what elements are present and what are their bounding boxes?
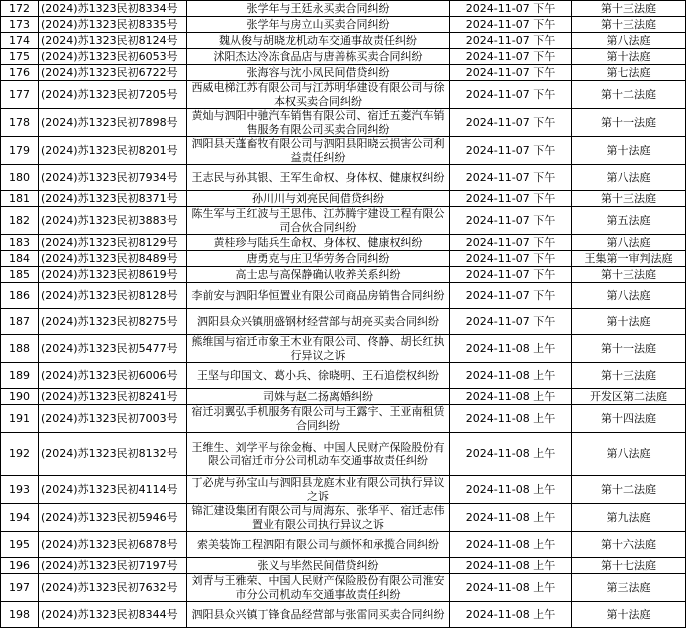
- case-number: (2024)苏1323民初8371号: [39, 191, 187, 207]
- table-row: [1, 363, 686, 389]
- table-row: [1, 309, 686, 335]
- case-cause: 刘青与王雅荣、中国人民财产保险股份有限公司淮安市分公司机动车交通事故责任纠纷: [187, 574, 450, 602]
- courtroom: 第十三法庭: [572, 363, 686, 389]
- case-cause: 唐勇克与庄卫华劳务合同纠纷: [187, 251, 450, 267]
- row-number: 178: [1, 109, 39, 137]
- case-number: (2024)苏1323民初7197号: [39, 558, 187, 574]
- courtroom: 第十二法庭: [572, 81, 686, 109]
- row-number: 190: [1, 389, 39, 405]
- table-row: [1, 207, 686, 235]
- case-number: (2024)苏1323民初8241号: [39, 389, 187, 405]
- row-number: 198: [1, 602, 39, 628]
- case-number: (2024)苏1323民初8344号: [39, 602, 187, 628]
- case-number: (2024)苏1323民初6722号: [39, 65, 187, 81]
- hearing-time: 2024-11-07 下午: [450, 309, 572, 335]
- row-number: 174: [1, 33, 39, 49]
- row-number: 177: [1, 81, 39, 109]
- case-number: (2024)苏1323民初8132号: [39, 433, 187, 476]
- hearing-time: 2024-11-08 上午: [450, 363, 572, 389]
- hearing-time: 2024-11-07 下午: [450, 49, 572, 65]
- hearing-time: 2024-11-07 下午: [450, 17, 572, 33]
- case-number: (2024)苏1323民初8489号: [39, 251, 187, 267]
- hearing-time: 2024-11-08 上午: [450, 476, 572, 504]
- case-cause: 李前安与泗阳华恒置业有限公司商品房销售合同纠纷: [187, 283, 450, 309]
- case-number: (2024)苏1323民初6878号: [39, 532, 187, 558]
- row-number: 185: [1, 267, 39, 283]
- hearing-time: 2024-11-07 下午: [450, 207, 572, 235]
- case-number: (2024)苏1323民初8335号: [39, 17, 187, 33]
- case-cause: 黄桂珍与陆兵生命权、身体权、健康权纠纷: [187, 235, 450, 251]
- case-number: (2024)苏1323民初5946号: [39, 504, 187, 532]
- hearing-time: 2024-11-07 下午: [450, 251, 572, 267]
- courtroom: 第八法庭: [572, 235, 686, 251]
- hearing-time: 2024-11-08 上午: [450, 405, 572, 433]
- row-number: 172: [1, 1, 39, 17]
- case-cause: 张学年与房立山买卖合同纠纷: [187, 17, 450, 33]
- case-number: (2024)苏1323民初8619号: [39, 267, 187, 283]
- table-row: [1, 17, 686, 33]
- hearing-time: 2024-11-07 下午: [450, 165, 572, 191]
- courtroom: 开发区第二法庭: [572, 389, 686, 405]
- hearing-time: 2024-11-08 上午: [450, 602, 572, 628]
- case-number: (2024)苏1323民初3883号: [39, 207, 187, 235]
- case-cause: 张学年与王廷永买卖合同纠纷: [187, 1, 450, 17]
- table-row: [1, 335, 686, 363]
- case-number: (2024)苏1323民初7003号: [39, 405, 187, 433]
- case-number: (2024)苏1323民初7934号: [39, 165, 187, 191]
- courtroom: 第八法庭: [572, 33, 686, 49]
- courtroom: 第五法庭: [572, 207, 686, 235]
- case-cause: 西威电梯江苏有限公司与江苏明华建设有限公司与徐本权买卖合同纠纷: [187, 81, 450, 109]
- hearing-time: 2024-11-07 下午: [450, 283, 572, 309]
- row-number: 181: [1, 191, 39, 207]
- table-row: [1, 504, 686, 532]
- row-number: 196: [1, 558, 39, 574]
- row-number: 193: [1, 476, 39, 504]
- case-cause: 王志民与孙其银、王军生命权、身体权、健康权纠纷: [187, 165, 450, 191]
- case-cause: 沭阳杰达冷冻食品店与唐善栋买卖合同纠纷: [187, 49, 450, 65]
- table-row: [1, 191, 686, 207]
- row-number: 182: [1, 207, 39, 235]
- table-row: [1, 267, 686, 283]
- case-cause: 高士忠与高保静确认收养关系纠纷: [187, 267, 450, 283]
- table-body: [1, 1, 686, 628]
- table-row: [1, 283, 686, 309]
- hearing-time: 2024-11-08 上午: [450, 532, 572, 558]
- courtroom: 第八法庭: [572, 283, 686, 309]
- case-number: (2024)苏1323民初7898号: [39, 109, 187, 137]
- courtroom: 第十六法庭: [572, 532, 686, 558]
- row-number: 184: [1, 251, 39, 267]
- courtroom: 第十三法庭: [572, 1, 686, 17]
- case-cause: 孙川川与刘亮民间借贷纠纷: [187, 191, 450, 207]
- courtroom: 第八法庭: [572, 433, 686, 476]
- case-number: (2024)苏1323民初8124号: [39, 33, 187, 49]
- row-number: 189: [1, 363, 39, 389]
- table-row: [1, 137, 686, 165]
- case-cause: 黄灿与泗阳中驰汽车销售有限公司、宿迁五菱汽车销售服务有限公司买卖合同纠纷: [187, 109, 450, 137]
- case-cause: 泗阳县众兴镇丁锋食品经营部与张雷同买卖合同纠纷: [187, 602, 450, 628]
- row-number: 188: [1, 335, 39, 363]
- hearing-time: 2024-11-07 下午: [450, 267, 572, 283]
- hearing-time: 2024-11-07 下午: [450, 191, 572, 207]
- hearing-time: 2024-11-07 下午: [450, 65, 572, 81]
- courtroom: 第十法庭: [572, 137, 686, 165]
- case-number: (2024)苏1323民初6053号: [39, 49, 187, 65]
- table-row: [1, 49, 686, 65]
- row-number: 192: [1, 433, 39, 476]
- table-row: [1, 33, 686, 49]
- case-cause: 宿迁羽翼弘手机服务有限公司与王露宇、王亚南租赁合同纠纷: [187, 405, 450, 433]
- case-number: (2024)苏1323民初8334号: [39, 1, 187, 17]
- row-number: 194: [1, 504, 39, 532]
- case-cause: 王维生、刘学平与徐金梅、中国人民财产保险股份有限公司宿迁市分公司机动车交通事故责任纠纷: [187, 433, 450, 476]
- courtroom: 第八法庭: [572, 165, 686, 191]
- case-cause: 陈生军与王红波与王思伟、江苏腾宇建设工程有限公司合伙合同纠纷: [187, 207, 450, 235]
- hearing-time: 2024-11-08 上午: [450, 433, 572, 476]
- case-cause: 丁必虎与孙宝山与泗阳县龙庭木业有限公司执行异议之诉: [187, 476, 450, 504]
- row-number: 173: [1, 17, 39, 33]
- courtroom: 第十二法庭: [572, 476, 686, 504]
- table-row: [1, 65, 686, 81]
- table-row: [1, 405, 686, 433]
- courtroom: 第十法庭: [572, 602, 686, 628]
- row-number: 195: [1, 532, 39, 558]
- case-cause: 王坚与印国文、葛小兵、徐晓明、王石追偿权纠纷: [187, 363, 450, 389]
- case-number: (2024)苏1323民初7205号: [39, 81, 187, 109]
- courtroom: 第九法庭: [572, 504, 686, 532]
- table-row: [1, 574, 686, 602]
- row-number: 179: [1, 137, 39, 165]
- row-number: 183: [1, 235, 39, 251]
- case-number: (2024)苏1323民初8275号: [39, 309, 187, 335]
- row-number: 180: [1, 165, 39, 191]
- hearing-time: 2024-11-08 上午: [450, 389, 572, 405]
- row-number: 187: [1, 309, 39, 335]
- case-number: (2024)苏1323民初7632号: [39, 574, 187, 602]
- courtroom: 第十法庭: [572, 309, 686, 335]
- case-number: (2024)苏1323民初8129号: [39, 235, 187, 251]
- table-row: [1, 433, 686, 476]
- table-row: [1, 1, 686, 17]
- hearing-time: 2024-11-07 下午: [450, 81, 572, 109]
- hearing-time: 2024-11-08 上午: [450, 504, 572, 532]
- case-cause: 熊维国与宿迁市象王木业有限公司、佟静、胡长红执行异议之诉: [187, 335, 450, 363]
- row-number: 197: [1, 574, 39, 602]
- table-row: [1, 235, 686, 251]
- case-number: (2024)苏1323民初6006号: [39, 363, 187, 389]
- table-row: [1, 389, 686, 405]
- hearing-time: 2024-11-08 上午: [450, 335, 572, 363]
- case-number: (2024)苏1323民初8128号: [39, 283, 187, 309]
- case-number: (2024)苏1323民初5477号: [39, 335, 187, 363]
- table-row: [1, 165, 686, 191]
- table-row: [1, 109, 686, 137]
- table-row: [1, 81, 686, 109]
- hearing-time: 2024-11-08 上午: [450, 574, 572, 602]
- table-row: [1, 532, 686, 558]
- table-row: [1, 476, 686, 504]
- courtroom: 第十三法庭: [572, 191, 686, 207]
- case-cause: 司姝与赵二扬离婚纠纷: [187, 389, 450, 405]
- courtroom: 王集第一审判法庭: [572, 251, 686, 267]
- table-row: [1, 558, 686, 574]
- hearing-time: 2024-11-07 下午: [450, 1, 572, 17]
- row-number: 175: [1, 49, 39, 65]
- courtroom: 第十三法庭: [572, 267, 686, 283]
- table-row: [1, 251, 686, 267]
- hearing-time: 2024-11-07 下午: [450, 235, 572, 251]
- hearing-time: 2024-11-07 下午: [450, 137, 572, 165]
- courtroom: 第十法庭: [572, 49, 686, 65]
- case-number: (2024)苏1323民初4114号: [39, 476, 187, 504]
- courtroom: 第十一法庭: [572, 335, 686, 363]
- hearing-time: 2024-11-08 上午: [450, 558, 572, 574]
- table-row: [1, 602, 686, 628]
- courtroom: 第七法庭: [572, 65, 686, 81]
- courtroom: 第十三法庭: [572, 17, 686, 33]
- row-number: 176: [1, 65, 39, 81]
- hearing-time: 2024-11-07 下午: [450, 33, 572, 49]
- case-cause: 索美装饰工程泗阳有限公司与颜怀和承揽合同纠纷: [187, 532, 450, 558]
- courtroom: 第十七法庭: [572, 558, 686, 574]
- courtroom: 第十一法庭: [572, 109, 686, 137]
- case-cause: 泗阳县天蓬畜牧有限公司与泗阳县阳晓云损害公司利益责任纠纷: [187, 137, 450, 165]
- case-cause: 张义与毕然民间借贷纠纷: [187, 558, 450, 574]
- row-number: 186: [1, 283, 39, 309]
- case-cause: 张海容与沈小凤民间借贷纠纷: [187, 65, 450, 81]
- case-cause: 锦汇建设集团有限公司与周海东、张华平、宿迁志伟置业有限公司执行异议之诉: [187, 504, 450, 532]
- row-number: 191: [1, 405, 39, 433]
- case-cause: 泗阳县众兴镇朋盛钢材经营部与胡亮买卖合同纠纷: [187, 309, 450, 335]
- courtroom: 第十四法庭: [572, 405, 686, 433]
- courtroom: 第三法庭: [572, 574, 686, 602]
- case-number: (2024)苏1323民初8201号: [39, 137, 187, 165]
- hearing-time: 2024-11-07 下午: [450, 109, 572, 137]
- case-cause: 魏从俊与胡晓龙机动车交通事故责任纠纷: [187, 33, 450, 49]
